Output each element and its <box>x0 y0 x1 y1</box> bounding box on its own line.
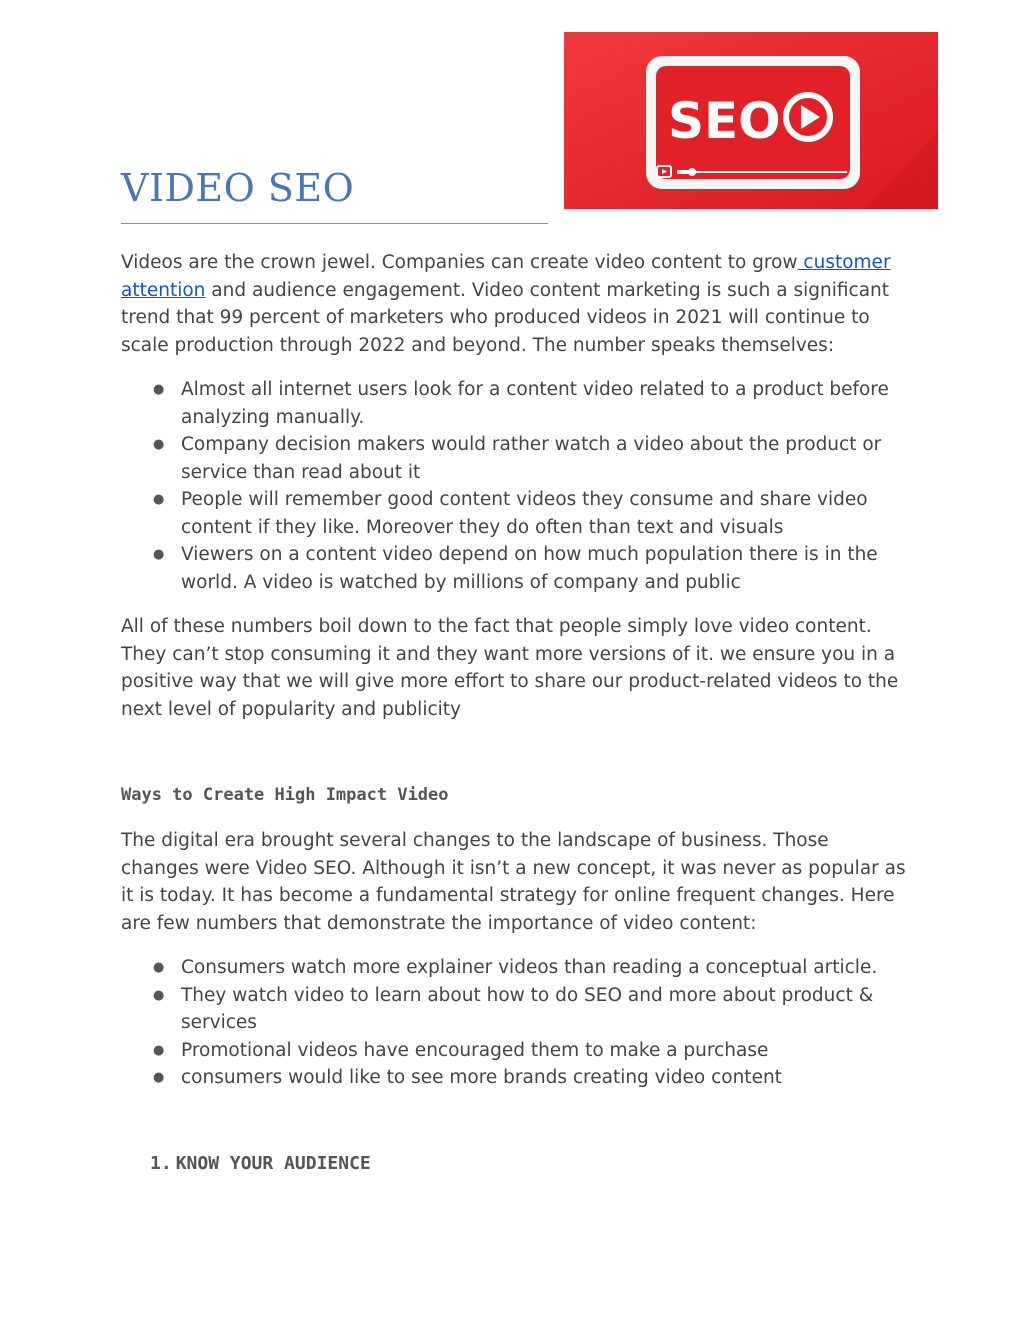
list-item: ● They watch video to learn about how to do SEO and more about product & services <box>121 982 901 1037</box>
bullet-icon: ● <box>153 382 165 397</box>
page-title: VIDEO SEO <box>121 166 355 210</box>
intro-text-before-link: Videos are the crown jewel. Companies can create video content to grow <box>121 252 798 273</box>
stats-bullet-list <box>121 376 901 596</box>
customer-attention-link[interactable]: customer attention <box>121 252 891 301</box>
heading-text: KNOW YOUR AUDIENCE <box>175 1153 371 1174</box>
bullet-icon: ● <box>153 960 165 975</box>
bullet-icon: ● <box>153 1070 165 1085</box>
bullet-icon: ● <box>153 492 165 507</box>
list-item: ● Almost all internet users look for a content video related to a product before analyzing manually. <box>121 376 901 431</box>
bullet-icon: ● <box>153 547 165 562</box>
digital-era-paragraph: The digital era brought several changes to the landscape of business. Those changes were Video SEO. Although it isn’t a new concept, it was never as popular as it is today. It has become a fundamental strategy for online frequent changes. Here are few numbers that demonstrate the importance of video content: <box>121 830 906 934</box>
list-item: ● Viewers on a content video depend on how much population there is in the world. A video is watched by millions of company and public <box>121 541 901 596</box>
intro-paragraph <box>121 249 911 359</box>
title-underline <box>121 223 548 224</box>
heading-number: 1. <box>150 1153 172 1174</box>
list-item: ● Company decision makers would rather watch a video about the product or service than read about it <box>121 431 901 486</box>
bullet-icon: ● <box>153 437 165 452</box>
list-item: ● Consumers watch more explainer videos than reading a conceptual article. <box>121 954 901 982</box>
list-item: ● People will remember good content videos they consume and share video content if they like. Moreover they do often than text and visuals <box>121 486 901 541</box>
list-item: ● consumers would like to see more brands creating video content <box>121 1064 901 1092</box>
intro-text-after-link: and audience engagement. Video content marketing is such a significant trend that 99 percent of marketers who produced videos in 2021 will continue to scale production through 2022 and beyond. The number speaks themselves: <box>121 279 890 356</box>
consumer-bullet-list <box>121 954 901 1092</box>
numbered-heading <box>150 1153 371 1174</box>
list-item: ● Promotional videos have encouraged them to make a purchase <box>121 1037 901 1065</box>
summary-paragraph: All of these numbers boil down to the fact that people simply love video content. They can’t stop consuming it and they want more versions of it. we ensure you in a positive way that we will give more effort to share our product-related videos to the next level of popularity and publicity <box>121 616 899 720</box>
bullet-icon: ● <box>153 987 165 1003</box>
section-heading: Ways to Create High Impact Video <box>121 785 449 805</box>
bullet-icon: ● <box>153 1042 165 1058</box>
seo-logo-text: SEO <box>668 92 781 150</box>
seo-video-image <box>564 32 938 209</box>
progress-knob <box>688 168 696 176</box>
